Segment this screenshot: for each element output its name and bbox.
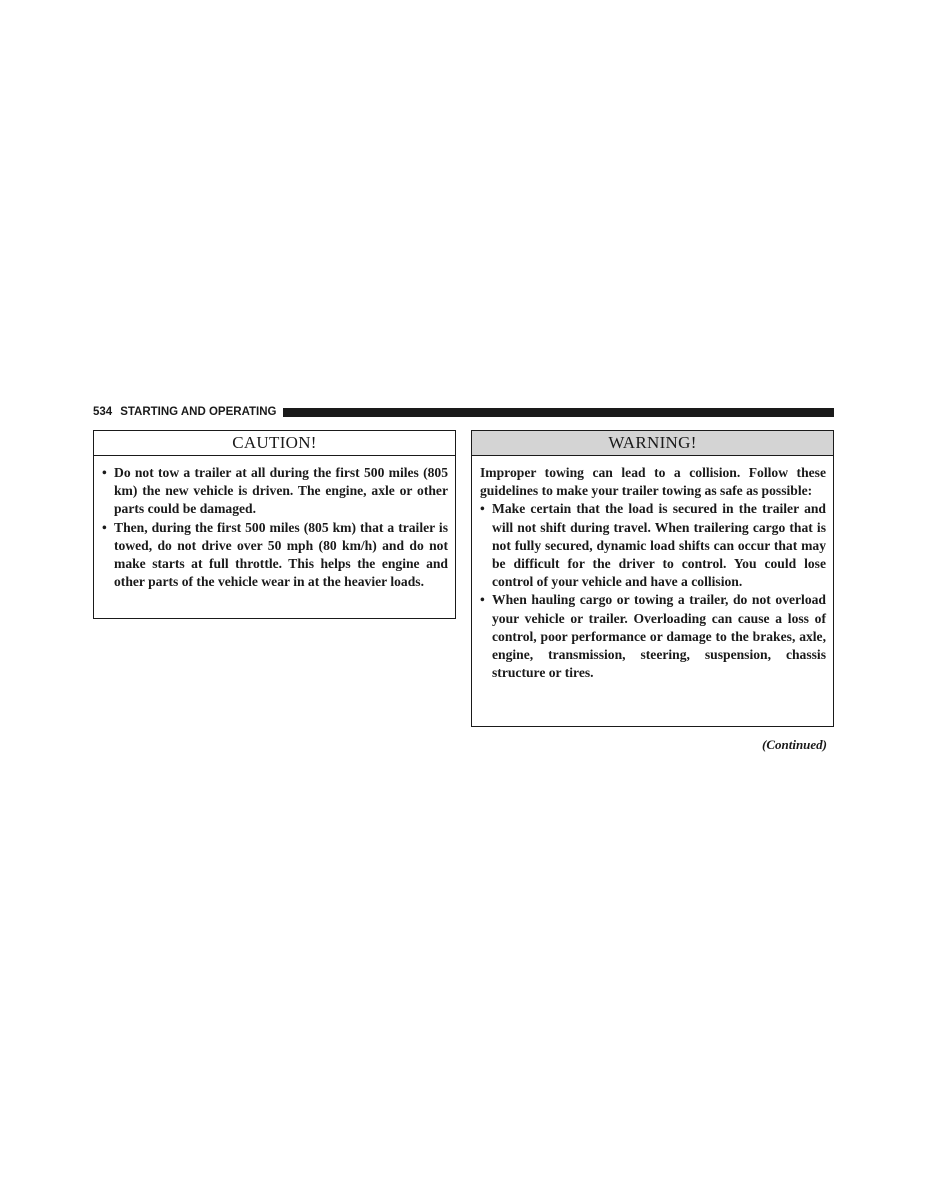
list-item [480,500,826,591]
warning-bullet-text: Make certain that the load is secured in the trailer and will not shift during travel. When trailering cargo that is not fully secured, dynamic load shifts can occur that may be difficult for the driver to control. You could lose control of your vehicle and have a collision. [492,501,826,590]
warning-body [472,456,833,682]
list-item [480,591,826,682]
section-title: STARTING AND OPERATING [120,406,277,418]
warning-list [480,500,826,682]
caution-bullet-text: Then, during the first 500 miles (805 km) that a trailer is towed, do not drive over 50 mph (80 km/h) and do not make starts at full throttle. This helps the engine and other parts of the vehicle wear in at the heavier loads. [114,519,448,590]
page-number: 534 [93,406,113,418]
warning-title: WARNING! [472,431,833,456]
bullet-icon: • [102,465,107,480]
bullet-icon: • [480,592,485,608]
bullet-icon: • [480,501,485,517]
header-rule [283,408,835,417]
caution-list [102,464,448,591]
warning-intro: Improper towing can lead to a collision. Follow these guidelines to make your trailer towing as safe as possible: [480,465,826,499]
caution-box [93,430,456,619]
caution-bullet-text: Do not tow a trailer at all during the first 500 miles (805 km) the new vehicle is driven. The engine, axle or other parts could be damaged. [114,465,448,517]
warning-box [471,430,834,727]
list-item [102,464,448,519]
caution-body [94,456,455,591]
page-header [93,405,834,419]
warning-bullet-text: When hauling cargo or towing a trailer, do not overload your vehicle or trailer. Overloading can cause a loss of control, poor performance or damage to the brakes, axle, engine, transmission, steering, suspension, chassis structure or tires. [492,592,826,681]
bullet-icon: • [102,519,107,535]
continued-note: (Continued) [761,737,827,752]
caution-title: CAUTION! [94,431,455,456]
list-item [102,519,448,592]
